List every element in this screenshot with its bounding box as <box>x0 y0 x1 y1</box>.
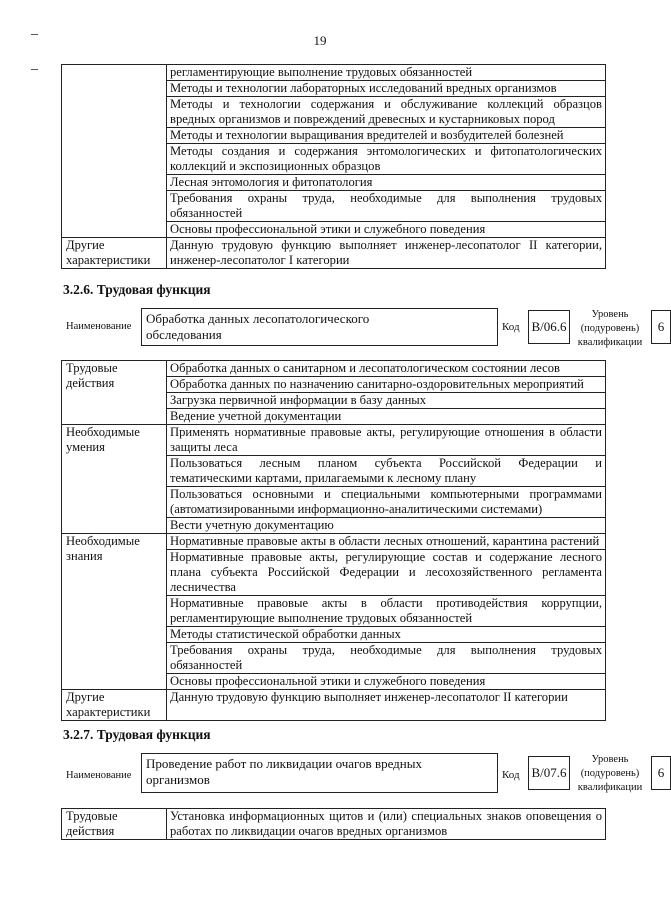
table-row <box>62 534 606 550</box>
row-label-cell: Другие характеристики <box>62 690 167 721</box>
row-content-cell <box>167 456 606 487</box>
row-content-cell <box>167 191 606 222</box>
function-table <box>61 360 606 721</box>
row-content-cell <box>167 65 606 81</box>
row-content-cell <box>167 518 606 534</box>
cell-text-line: регламентирующие выполнение трудовых обязанностей <box>170 611 473 625</box>
level-value: 6 <box>651 756 671 790</box>
function-name-line: Обработка данных лесопатологического <box>146 311 370 326</box>
row-label-cell: Необходимые умения <box>62 425 167 534</box>
level-label-line: (подуровень) <box>580 768 640 779</box>
cell-text-line: Загрузка первичной информации в базу данных <box>170 393 427 407</box>
table-row <box>62 809 606 840</box>
section-heading: 3.2.7. Трудовая функция <box>63 727 211 742</box>
function-name-line: Проведение работ по ликвидации очагов вредных <box>146 756 422 771</box>
cell-text-line: Нормативные правовые акты, регулирующие состав и содержание лесного <box>170 550 602 564</box>
row-content-cell <box>167 144 606 175</box>
cell-text-line: обязанностей <box>170 658 243 672</box>
cell-text-line: Вести учетную документацию <box>170 518 334 532</box>
function-name-line: организмов <box>146 772 210 787</box>
row-content-cell <box>167 238 606 269</box>
row-content-cell <box>167 627 606 643</box>
margin-mark <box>31 34 38 35</box>
row-label-cell: Необходимые знания <box>62 534 167 690</box>
row-content-cell <box>167 175 606 191</box>
function-table <box>61 808 606 840</box>
row-content-cell <box>167 409 606 425</box>
row-content-cell <box>167 361 606 377</box>
table-row <box>62 238 606 269</box>
function-table-body <box>62 361 606 721</box>
table-row <box>62 361 606 377</box>
level-label <box>575 308 645 350</box>
function-name-line: обследования <box>146 327 222 342</box>
table-row <box>62 65 606 81</box>
function-name-box <box>141 753 498 793</box>
level-label <box>575 753 645 795</box>
cell-text-line: Ведение учетной документации <box>170 409 342 423</box>
row-content-cell <box>167 534 606 550</box>
cell-text-line: Методы и технологии выращивания вредителей и возбудителей болезней <box>170 128 564 142</box>
cell-text-line: лесничества <box>170 580 236 594</box>
row-content-cell <box>167 393 606 409</box>
cell-text-line: тематическими картами, прилагаемыми к лесному плану <box>170 471 477 485</box>
code-value: B/07.6 <box>528 756 570 790</box>
name-label: Наименование <box>66 321 132 332</box>
cell-text-line: Обработка данных о санитарном и лесопатологическом состоянии лесов <box>170 361 560 375</box>
row-content-cell <box>167 222 606 238</box>
cell-text-line: Данную трудовую функцию выполняет инженер-лесопатолог II категории, <box>170 238 602 252</box>
code-value: B/06.6 <box>528 310 570 344</box>
cell-text-line: плана субъекта Российской Федерации и лесохозяйственного регламента <box>170 565 602 579</box>
row-label-cell: Другие характеристики <box>62 238 167 269</box>
row-content-cell <box>167 128 606 144</box>
row-content-cell <box>167 377 606 393</box>
row-content-cell <box>167 97 606 128</box>
cell-text-line: Методы и технологии содержания и обслуживание коллекций образцов <box>170 97 602 111</box>
code-label: Код <box>502 769 520 781</box>
row-content-cell <box>167 596 606 627</box>
cell-text-line: коллекций и экспозиционных образцов <box>170 159 381 173</box>
row-label-cell <box>62 65 167 238</box>
cell-text-line: защиты леса <box>170 440 238 454</box>
level-label-line: Уровень <box>591 309 629 320</box>
level-label-line: квалификации <box>577 337 643 348</box>
cell-text-line: Установка информационных щитов и (или) специальных знаков оповещения о <box>170 809 602 823</box>
cell-text-line: вредных организмов и повреждений древесных и кустарниковых пород <box>170 112 555 126</box>
row-content-cell <box>167 809 606 840</box>
cell-text-line: обязанностей <box>170 206 243 220</box>
cell-text-line: Основы профессиональной этики и служебного поведения <box>170 222 486 236</box>
table-row <box>62 425 606 456</box>
cell-text-line: Лесная энтомология и фитопатология <box>170 175 373 189</box>
row-content-cell <box>167 550 606 596</box>
name-label: Наименование <box>66 770 132 781</box>
row-content-cell <box>167 487 606 518</box>
cell-text-line: Нормативные правовые акты в области противодействия коррупции, <box>170 596 602 610</box>
level-label-line: (подуровень) <box>580 323 640 334</box>
cell-text-line: Нормативные правовые акты в области лесных отношений, карантина растений <box>170 534 600 548</box>
cell-text-line: Пользоваться лесным планом субъекта Российской Федерации и <box>170 456 602 470</box>
cell-text-line: Методы статистической обработки данных <box>170 627 401 641</box>
cell-text-line: Данную трудовую функцию выполняет инженер-лесопатолог II категории <box>170 690 568 704</box>
page-number: 19 <box>313 33 327 48</box>
cell-text-line: (автоматизированными информационно-аналитическими системами) <box>170 502 543 516</box>
cell-text-line: Основы профессиональной этики и служебного поведения <box>170 674 486 688</box>
level-label-line: квалификации <box>577 782 643 793</box>
row-content-cell <box>167 690 606 721</box>
cell-text-line: Методы и технологии лабораторных исследований вредных организмов <box>170 81 557 95</box>
cell-text-line: регламентирующие выполнение трудовых обязанностей <box>170 65 473 79</box>
function-name-box <box>141 308 498 346</box>
top-table-body <box>62 65 606 269</box>
cell-text-line: Требования охраны труда, необходимые для выполнения трудовых <box>170 191 602 205</box>
row-label-cell: Трудовые действия <box>62 361 167 425</box>
row-content-cell <box>167 425 606 456</box>
cell-text-line: Методы создания и содержания энтомологических и фитопатологических <box>170 144 602 158</box>
cell-text-line: Применять нормативные правовые акты, регулирующие отношения в области <box>170 425 602 439</box>
top-table <box>61 64 606 269</box>
row-label-cell: Трудовые действия <box>62 809 167 840</box>
cell-text-line: Пользоваться основными и специальными компьютерными программами <box>170 487 602 501</box>
code-label: Код <box>502 321 520 333</box>
cell-text-line: Требования охраны труда, необходимые для выполнения трудовых <box>170 643 602 657</box>
row-content-cell <box>167 81 606 97</box>
row-content-cell <box>167 674 606 690</box>
section-heading: 3.2.6. Трудовая функция <box>63 282 211 297</box>
cell-text-line: работах по ликвидации очагов вредных организмов <box>170 824 448 838</box>
level-label-line: Уровень <box>591 754 629 765</box>
cell-text-line: инженер-лесопатолог I категории <box>170 253 350 267</box>
cell-text-line: Обработка данных по назначению санитарно-оздоровительных мероприятий <box>170 377 584 391</box>
level-value: 6 <box>651 310 671 344</box>
row-content-cell <box>167 643 606 674</box>
table-row <box>62 690 606 721</box>
margin-mark <box>31 69 38 70</box>
function-table-body <box>62 809 606 840</box>
